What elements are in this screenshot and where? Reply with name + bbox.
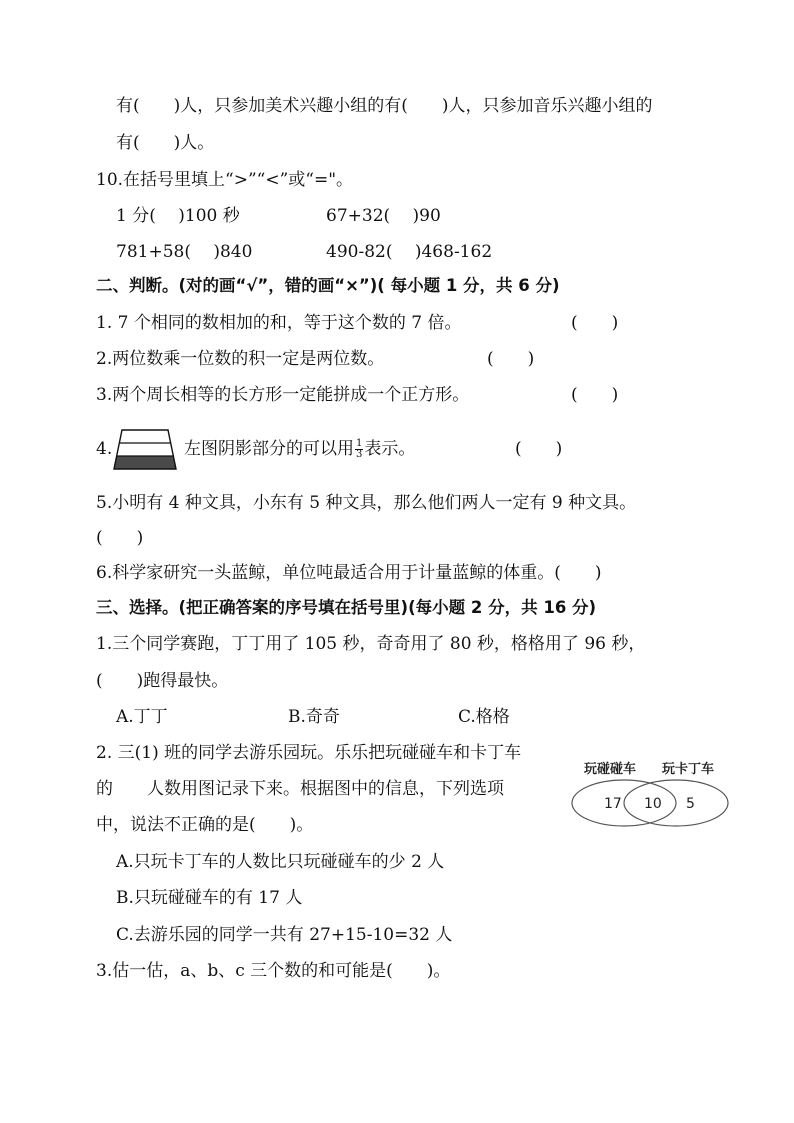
choice-q2-line2: 的 人数用图记录下来。根据图中的信息，下列选项 xyxy=(96,779,504,799)
choice-q1-option-a[interactable]: A.丁丁 xyxy=(116,707,168,727)
q10-title: 10.在括号里填上“>”“<”或“="。 xyxy=(96,170,354,190)
judge-q4-text xyxy=(184,438,415,460)
judge-q5-answer-paren[interactable]: ( ) xyxy=(96,528,144,548)
trapezoid-figure xyxy=(112,424,178,474)
judge-q6: 6.科学家研究一头蓝鲸，单位吨最适合用于计量蓝鲸的体重。( ) xyxy=(96,563,602,583)
judge-q4-text-a: 左图阴影部分的可以用 xyxy=(184,439,354,459)
section3-title: 三、选择。(把正确答案的序号填在括号里)(每小题 2 分，共 16 分) xyxy=(96,598,597,617)
choice-q1-line2: ( )跑得最快。 xyxy=(96,671,229,691)
trapezoid-shaded-part xyxy=(114,456,176,469)
choice-q2-line3: 中，说法不正确的是( )。 xyxy=(96,815,314,835)
q9-continuation-line2: 有( )人。 xyxy=(116,133,215,153)
judge-q2: 2.两位数乘一位数的积一定是两位数。 xyxy=(96,349,385,369)
choice-q2-option-b[interactable]: B.只玩碰碰车的有 17 人 xyxy=(116,888,303,908)
judge-q2-answer-paren[interactable]: ( ) xyxy=(487,349,535,369)
section2-title: 二、判断。(对的画“√”，错的画“×”)( 每小题 1 分，共 6 分) xyxy=(96,276,560,295)
judge-q4-answer-paren[interactable]: ( ) xyxy=(515,439,563,459)
choice-q1-option-c[interactable]: C.格格 xyxy=(458,707,510,727)
choice-q1-line1: 1.三个同学赛跑，丁丁用了 105 秒，奇奇用了 80 秒，格格用了 96 秒， xyxy=(96,634,646,654)
venn-label-go-karts: 玩卡丁车 xyxy=(662,762,715,777)
q9-continuation-line1: 有( )人，只参加美术兴趣小组的有( )人，只参加音乐兴趣小组的 xyxy=(116,96,653,116)
fraction-denominator: 3 xyxy=(356,449,363,460)
judge-q1: 1. 7 个相同的数相加的和，等于这个数的 7 倍。 xyxy=(96,313,462,333)
choice-q3-line1: 3.估一估，a、b、c 三个数的和可能是( )。 xyxy=(96,961,451,981)
venn-diagram xyxy=(566,755,736,835)
choice-q2-option-a[interactable]: A.只玩卡丁车的人数比只玩碰碰车的少 2 人 xyxy=(116,852,445,872)
venn-label-bumper-cars: 玩碰碰车 xyxy=(584,762,637,777)
judge-q3-answer-paren[interactable]: ( ) xyxy=(571,385,619,405)
q10-item-a: 1 分( )100 秒 xyxy=(116,206,240,226)
venn-only-go-karts-count: 5 xyxy=(686,796,695,812)
fraction-one-third xyxy=(355,439,363,460)
judge-q4-text-b: 表示。 xyxy=(364,439,416,459)
fraction-numerator: 1 xyxy=(356,438,363,449)
judge-q4-number: 4. xyxy=(96,439,113,459)
judge-q3: 3.两个周长相等的长方形一定能拼成一个正方形。 xyxy=(96,385,470,405)
judge-q1-answer-paren[interactable]: ( ) xyxy=(571,313,619,333)
venn-both-count: 10 xyxy=(644,796,662,812)
venn-only-bumper-cars-count: 17 xyxy=(604,796,622,812)
choice-q1-option-b[interactable]: B.奇奇 xyxy=(288,707,340,727)
q10-item-c: 781+58( )840 xyxy=(116,242,253,262)
q10-item-b: 67+32( )90 xyxy=(326,206,441,226)
judge-q5: 5.小明有 4 种文具，小东有 5 种文具，那么他们两人一定有 9 种文具。 xyxy=(96,493,637,513)
choice-q2-line1: 2. 三(1) 班的同学去游乐园玩。乐乐把玩碰碰车和卡丁车 xyxy=(96,743,522,763)
choice-q2-option-c[interactable]: C.去游乐园的同学一共有 27+15-10=32 人 xyxy=(116,925,453,945)
q10-item-d: 490-82( )468-162 xyxy=(326,242,493,262)
